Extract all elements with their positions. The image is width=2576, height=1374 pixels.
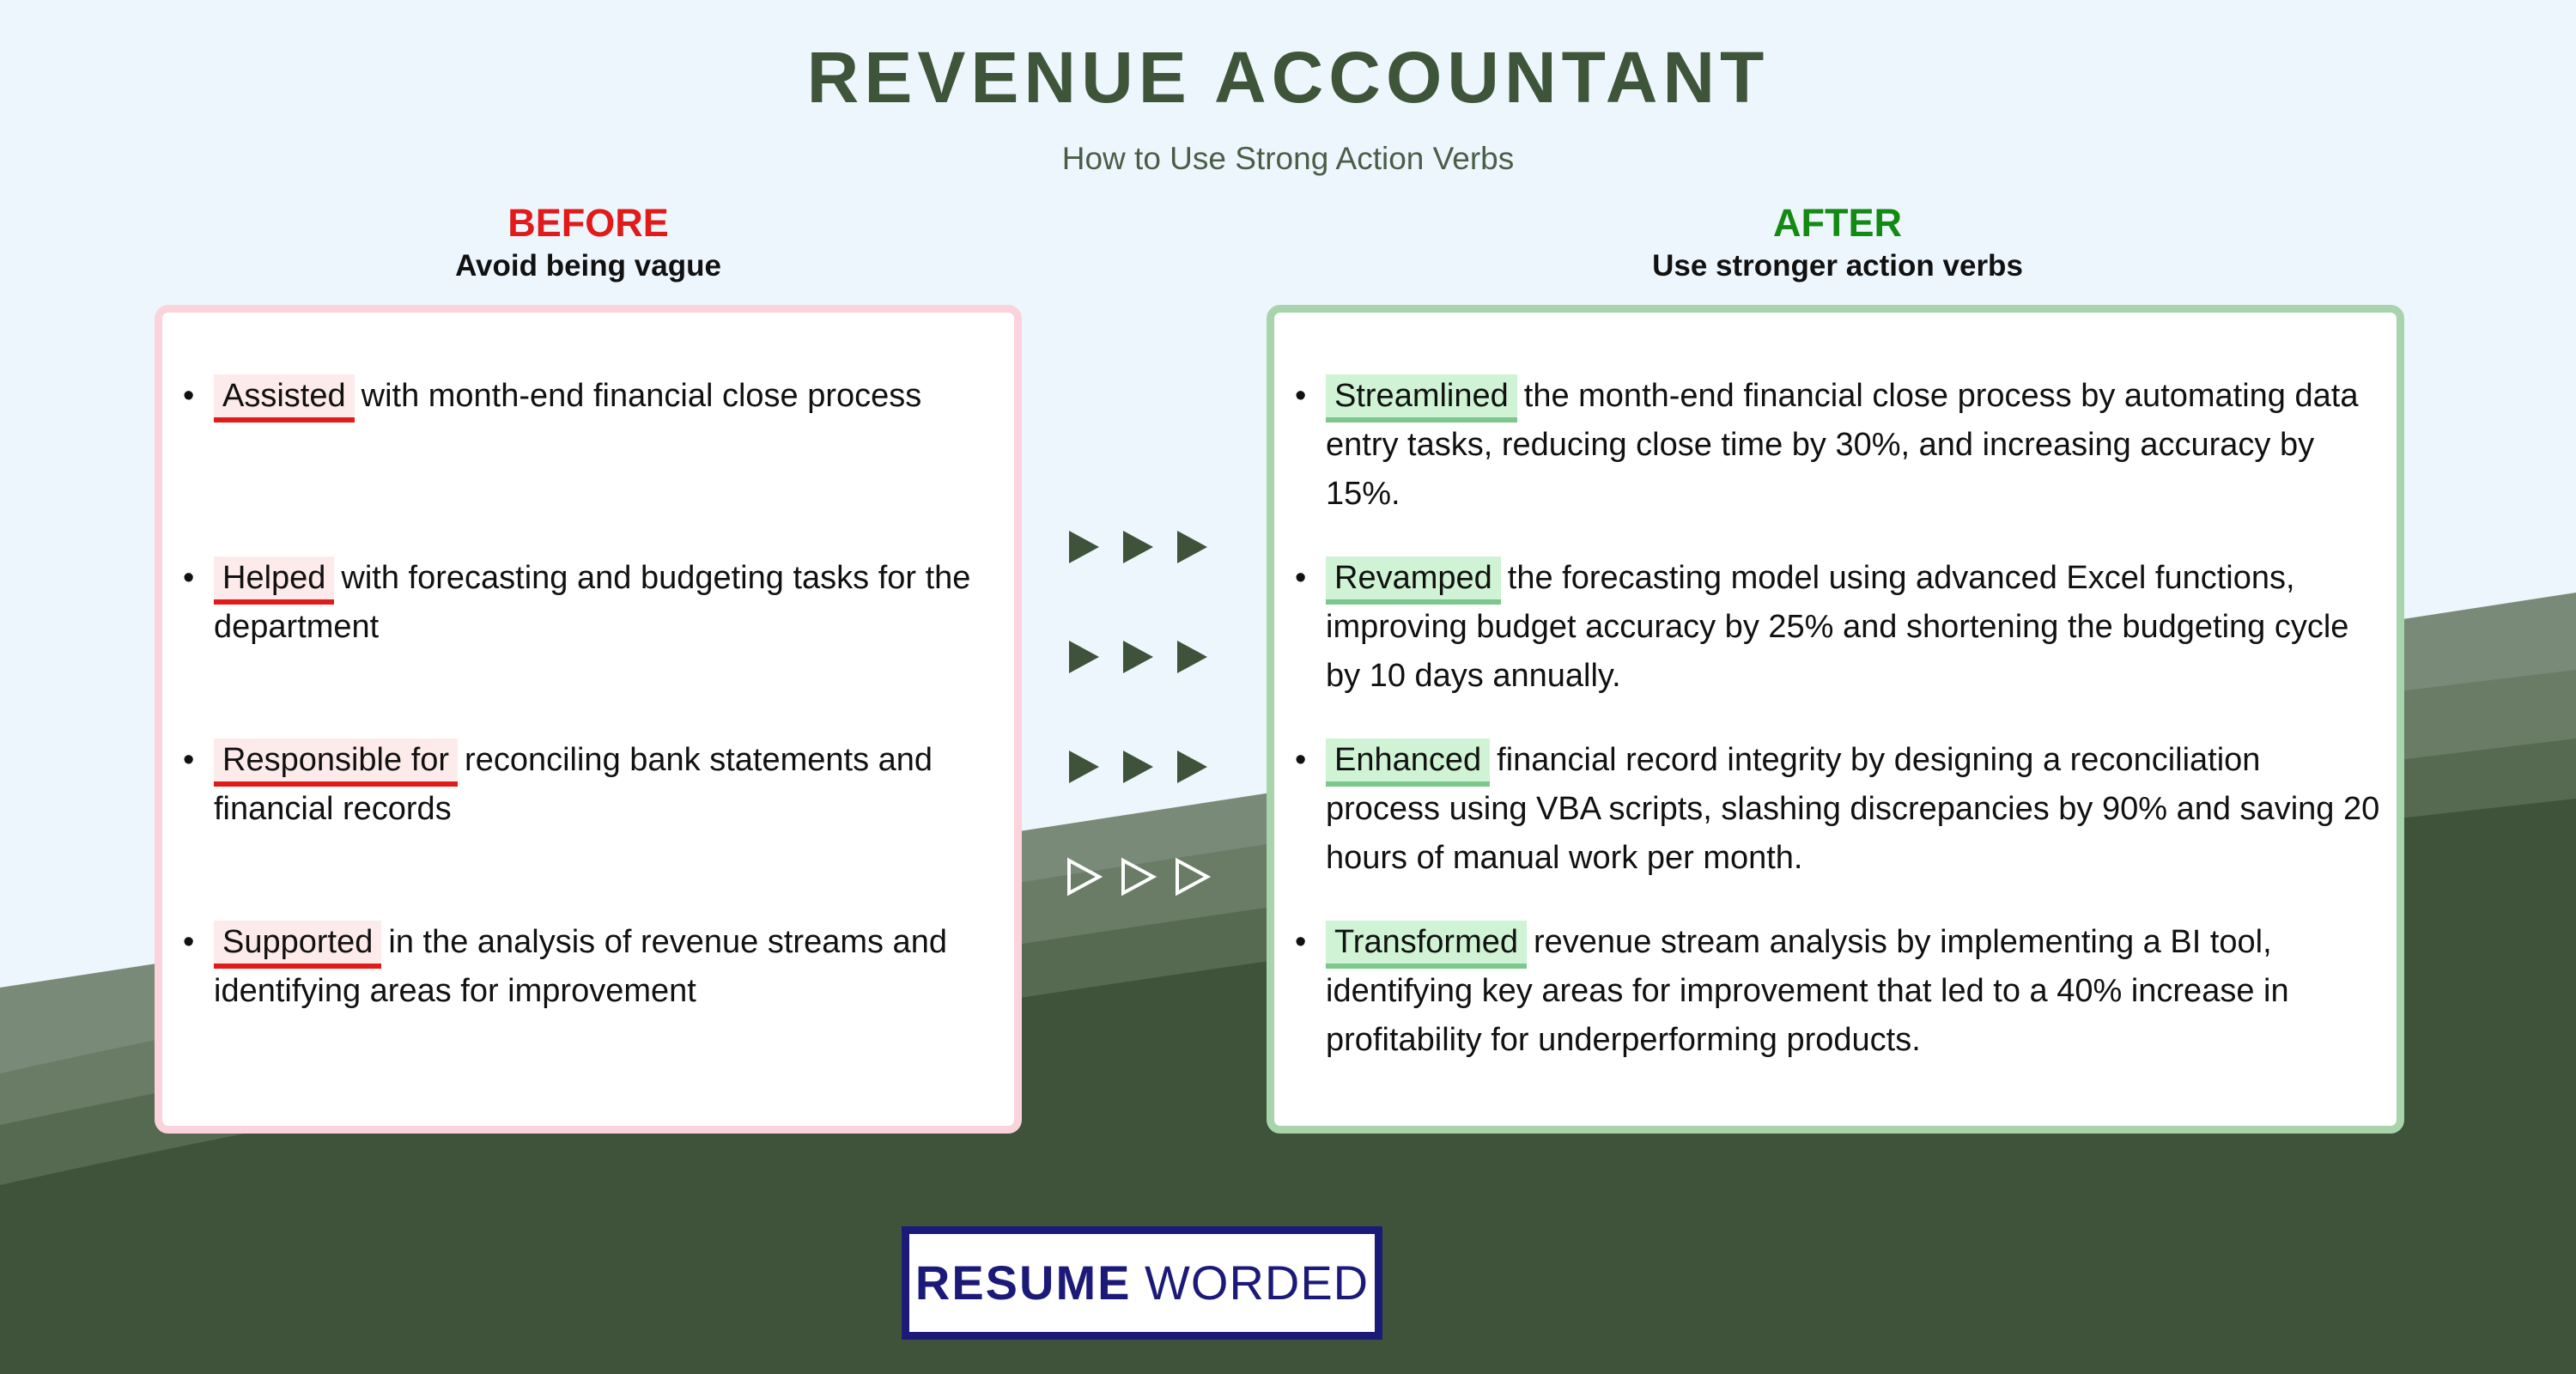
- arrow-row: [1056, 745, 1228, 788]
- before-card: [155, 305, 1022, 1134]
- item-text: with forecasting and budgeting tasks for the department: [214, 560, 971, 645]
- before-label: BEFORE: [507, 201, 669, 245]
- resume-worded-logo: [902, 1226, 1382, 1340]
- strong-verb: Transformed: [1326, 921, 1527, 969]
- item-text: the forecasting model using advanced Excel functions, improving budget accuracy by 25% and shortening the budgeting cycle by 10 days annually.: [1326, 560, 2349, 694]
- arrows-solid-icon: [1056, 635, 1228, 678]
- logo-text-bold: RESUME: [914, 1255, 1132, 1310]
- arrow-row: [1056, 526, 1228, 568]
- bullet: •: [1295, 742, 1307, 778]
- after-header: [1271, 199, 2404, 285]
- bullet: •: [183, 560, 195, 596]
- before-header: [159, 199, 1018, 285]
- arrows-solid-icon: [1056, 526, 1228, 568]
- item-text: financial record integrity by designing a reconciliation process using VBA scripts, slashing discrepancies by 90% and saving 20 hours of manual work per month.: [1326, 742, 2380, 876]
- bullet: •: [183, 924, 195, 960]
- after-item: [1295, 736, 2382, 883]
- item-text: revenue stream analysis by implementing a BI tool, identifying key areas for improvement that led to a 40% increase in profitability for underperforming products.: [1326, 924, 2289, 1058]
- before-item: [183, 736, 995, 834]
- bullet: •: [1295, 378, 1307, 414]
- arrow-row: [1056, 635, 1228, 678]
- logo-text-regular: WORDED: [1145, 1255, 1370, 1310]
- strong-verb: Enhanced: [1326, 739, 1490, 787]
- after-item: [1295, 918, 2382, 1065]
- after-card: [1267, 305, 2404, 1134]
- after-item: [1295, 554, 2382, 701]
- before-item: [183, 918, 995, 1016]
- bullet: •: [1295, 560, 1307, 596]
- bullet: •: [183, 742, 195, 778]
- weak-verb: Supported: [214, 921, 381, 969]
- item-text: with month-end financial close process: [361, 378, 922, 414]
- arrows-solid-icon: [1056, 745, 1228, 788]
- strong-verb: Streamlined: [1326, 374, 1517, 423]
- before-item: [183, 554, 995, 652]
- weak-verb: Assisted: [214, 374, 355, 423]
- weak-verb: Responsible for: [214, 739, 458, 787]
- before-item: [183, 372, 995, 421]
- item-text: reconciling bank statements and financial records: [214, 742, 933, 827]
- page-subtitle: How to Use Strong Action Verbs: [1061, 141, 1515, 176]
- after-label: AFTER: [1773, 201, 1902, 245]
- after-item: [1295, 372, 2382, 519]
- arrows-outline-icon: [1056, 855, 1228, 898]
- after-sublabel: Use stronger action verbs: [1652, 249, 2023, 283]
- arrow-row: [1056, 855, 1228, 898]
- strong-verb: Revamped: [1326, 556, 1501, 605]
- item-text: the month-end financial close process by automating data entry tasks, reducing close time by 30%, and increasing accuracy by 15%.: [1326, 378, 2359, 512]
- item-text: in the analysis of revenue streams and identifying areas for improvement: [214, 924, 947, 1009]
- page-title: REVENUE ACCOUNTANT: [806, 37, 1770, 118]
- bullet: •: [183, 378, 195, 414]
- weak-verb: Helped: [214, 556, 334, 605]
- before-sublabel: Avoid being vague: [455, 249, 721, 283]
- bullet: •: [1295, 924, 1307, 960]
